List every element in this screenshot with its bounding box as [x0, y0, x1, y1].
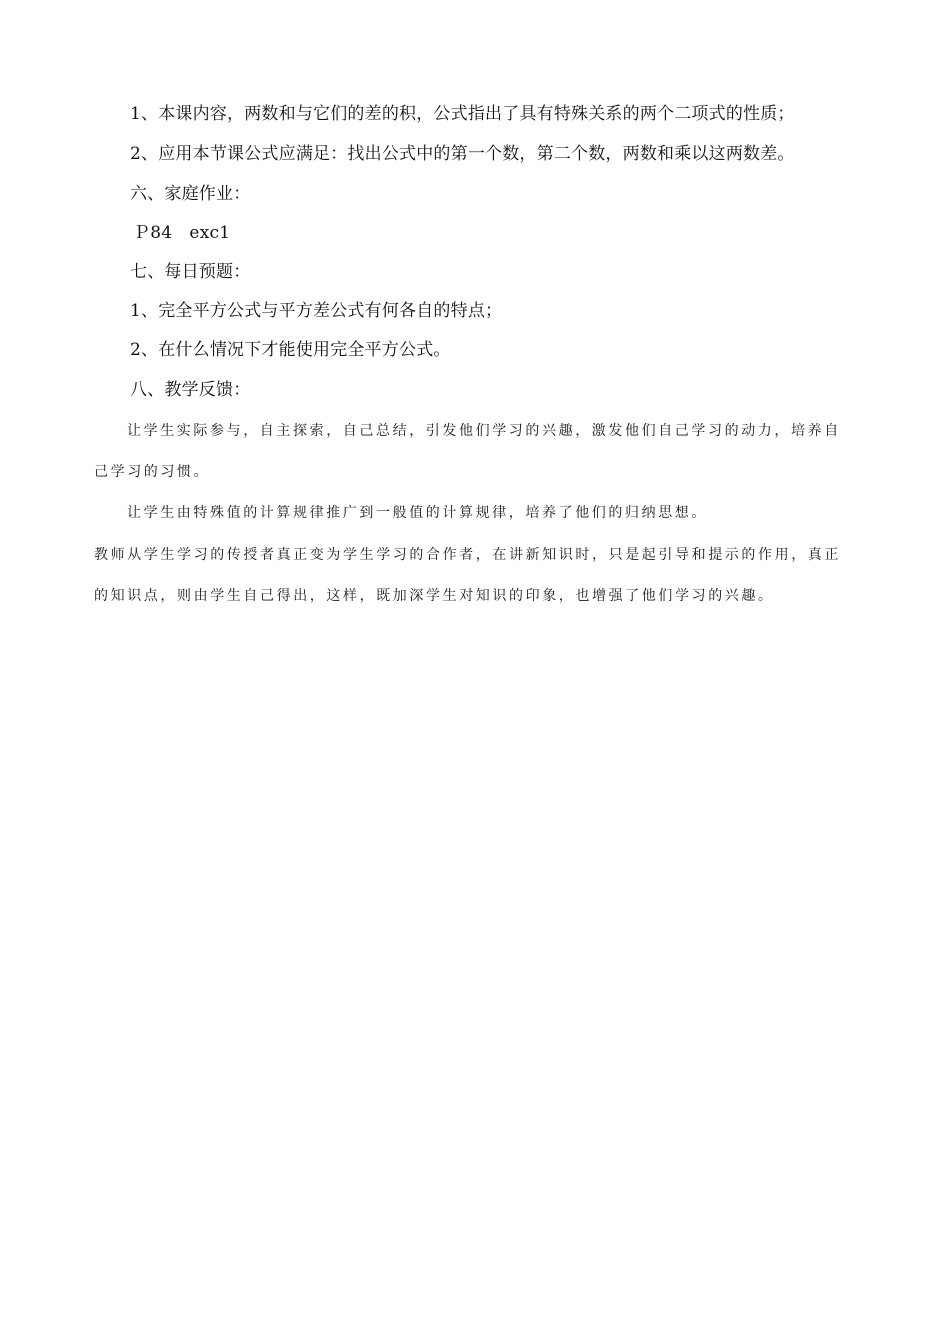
feedback-paragraph-3-line-2: 的知识点，则由学生自己得出，这样，既加深学生对知识的印象，也增强了他们学习的兴趣。 — [94, 588, 775, 604]
feedback-paragraph-1-line-1: 让学生实际参与，自主探索，自己总结，引发他们学习的兴趣，激发他们自己学习的动力，培养自 — [127, 423, 841, 439]
preview-item-2: 2、在什么情况下才能使用完全平方公式。 — [130, 340, 451, 360]
preview-heading: 七、每日预题： — [130, 262, 251, 282]
feedback-paragraph-1-line-2: 己学习的习惯。 — [94, 464, 211, 480]
summary-item-1: 1、本课内容，两数和与它们的差的积，公式指出了具有特殊关系的两个二项式的性质； — [130, 104, 795, 124]
feedback-heading: 八、教学反馈： — [130, 380, 251, 400]
feedback-paragraph-2: 让学生由特殊值的计算规律推广到一般值的计算规律，培养了他们的归纳思想。 — [127, 505, 708, 521]
summary-item-2: 2、应用本节课公式应满足：找出公式中的第一个数，第二个数，两数和乘以这两数差。 — [130, 144, 795, 164]
feedback-paragraph-3-line-1: 教师从学生学习的传授者真正变为学生学习的合作者，在讲新知识时，只是起引导和提示的作用，真正 — [94, 547, 841, 563]
homework-heading: 六、家庭作业： — [130, 184, 251, 204]
homework-text: Ｐ84 exc1 — [133, 223, 231, 243]
preview-item-1: 1、完全平方公式与平方差公式有何各自的特点； — [130, 301, 503, 321]
